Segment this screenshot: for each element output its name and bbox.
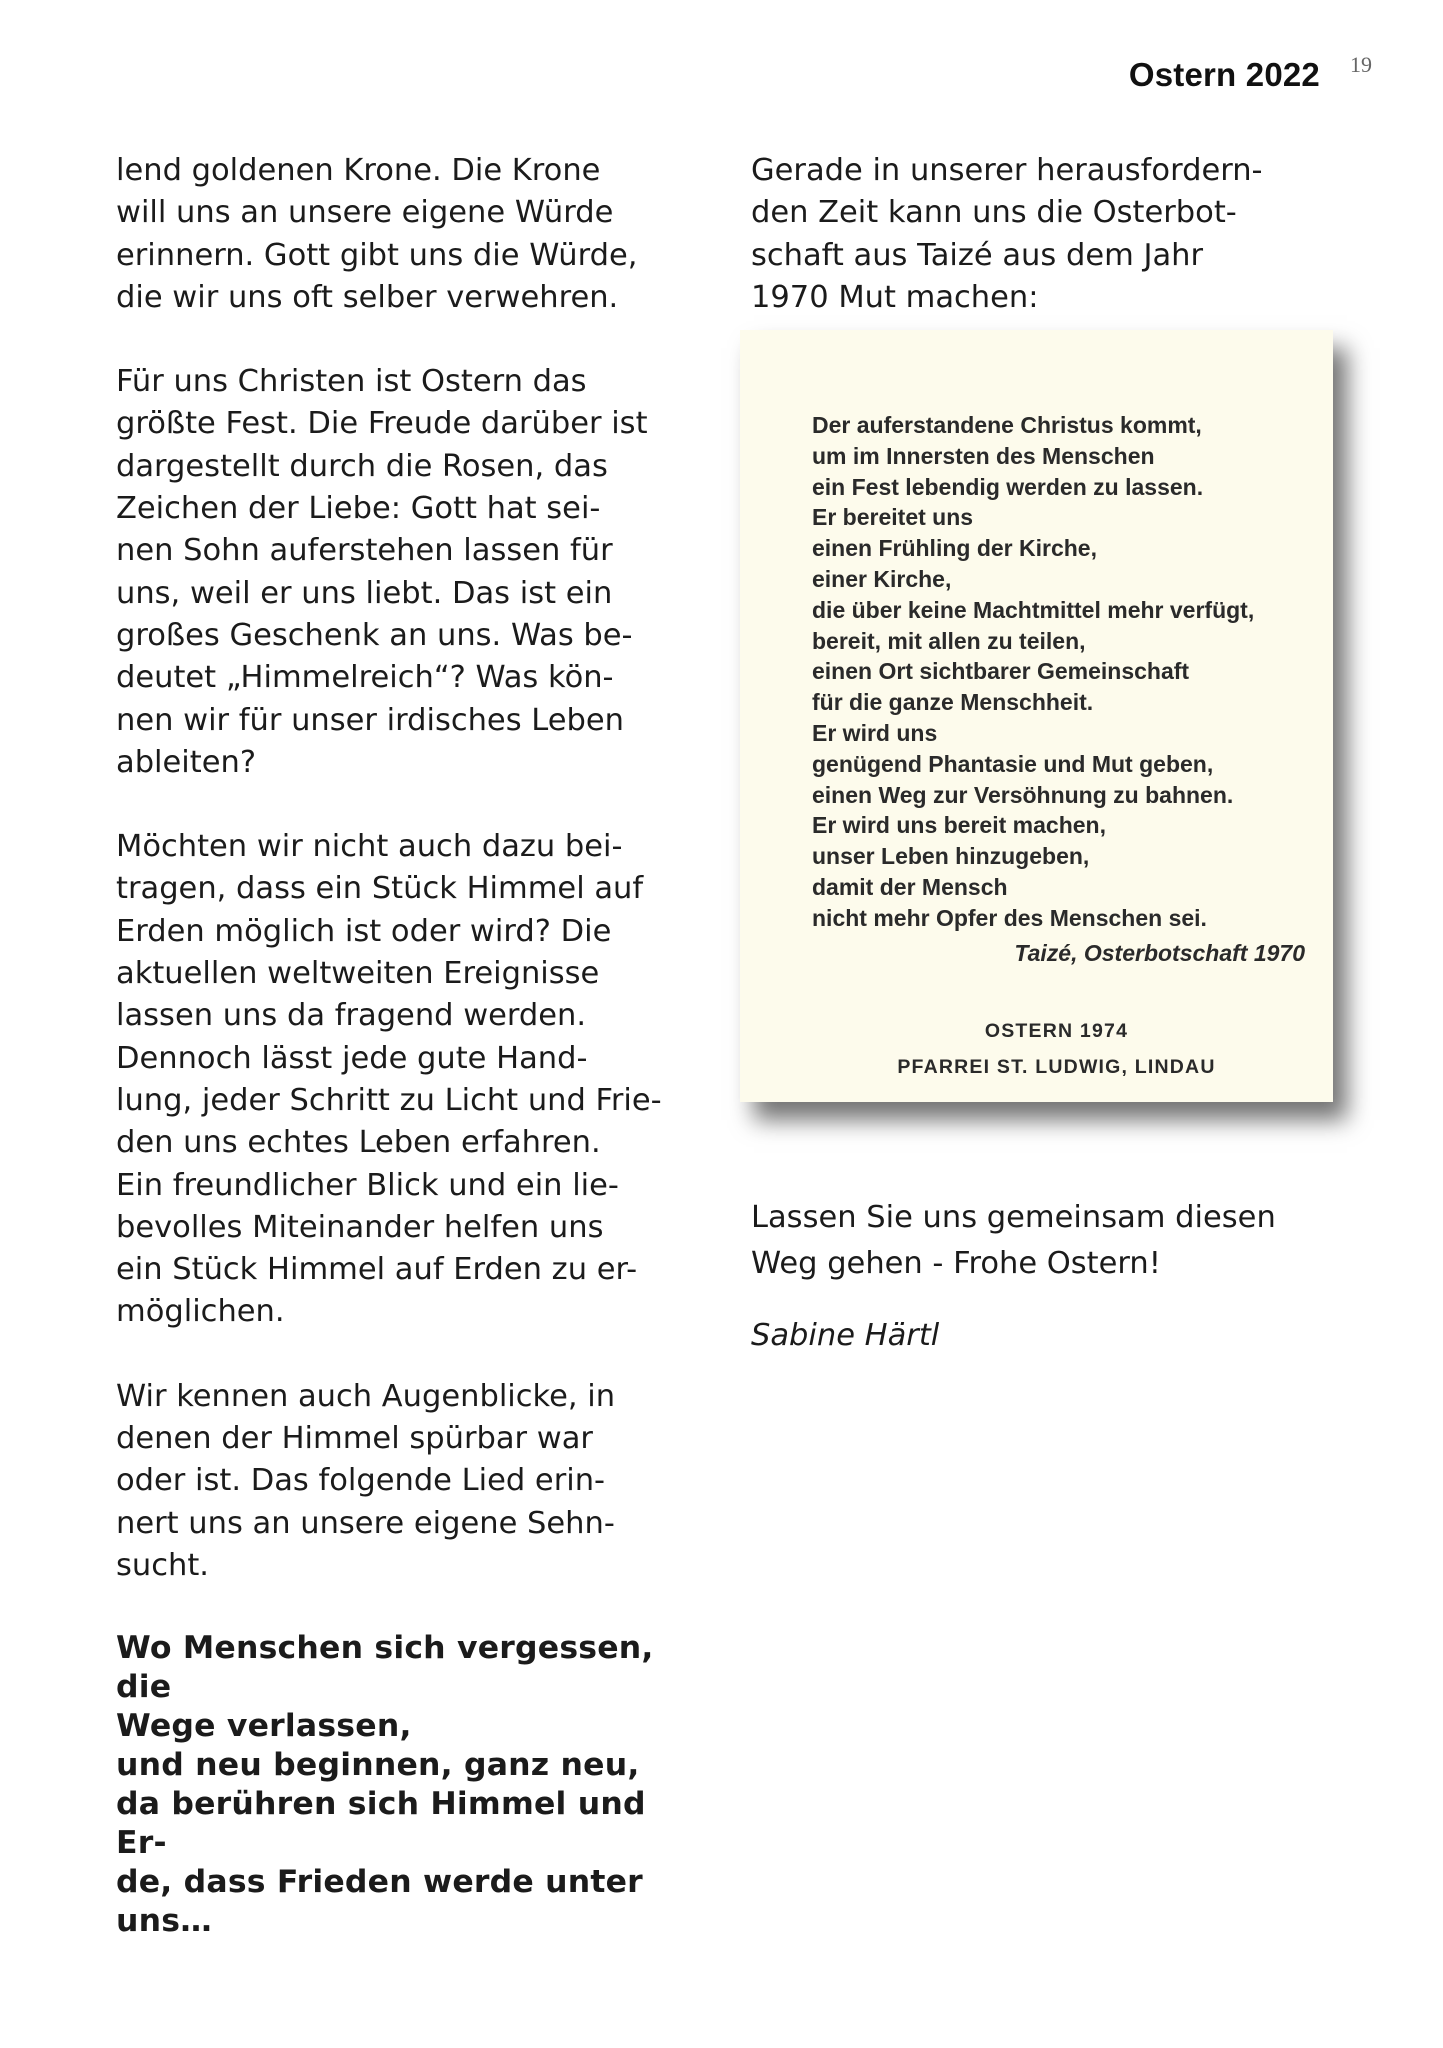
text-line: Für uns Christen ist Ostern das bbox=[116, 364, 587, 400]
quote-line: genügend Phantasie und Mut geben, bbox=[812, 750, 1214, 777]
text-line: will uns an unsere eigene Würde bbox=[116, 195, 614, 231]
quote-line: Er bereitet uns bbox=[812, 504, 974, 531]
text-line: größte Fest. Die Freude darüber ist bbox=[116, 406, 648, 442]
quote-line: bereit, mit allen zu teilen, bbox=[812, 627, 1086, 654]
text-line: erinnern. Gott gibt uns die Würde, bbox=[116, 237, 638, 273]
lyric-line: Wege verlassen, bbox=[116, 1708, 412, 1745]
text-line: die wir uns oft selber verwehren. bbox=[116, 279, 619, 315]
text-line: deutet „Himmelreich“? Was kön- bbox=[116, 660, 614, 696]
quote-line: Er wird uns bbox=[812, 719, 938, 746]
text-line: uns, weil er uns liebt. Das ist ein bbox=[116, 575, 613, 611]
quote-line: einer Kirche, bbox=[812, 565, 952, 592]
lyric-line: und neu beginnen, ganz neu, bbox=[116, 1747, 640, 1784]
quote-line: nicht mehr Opfer des Menschen sei. bbox=[812, 904, 1207, 931]
text-line: Zeichen der Liebe: Gott hat sei- bbox=[116, 491, 601, 527]
text-line: lend goldenen Krone. Die Krone bbox=[116, 153, 601, 188]
text-line: lassen uns da fragend werden. bbox=[116, 998, 587, 1034]
text-line: ableiten? bbox=[116, 744, 257, 780]
text-line: nen wir für unser irdisches Leben bbox=[116, 702, 624, 738]
text-line: Ein freundlicher Blick und ein lie- bbox=[116, 1167, 619, 1203]
song-lyrics bbox=[116, 1629, 706, 1941]
text-line: den Zeit kann uns die Osterbot- bbox=[751, 195, 1237, 231]
lyric-line: uns… bbox=[116, 1903, 212, 1940]
page-title: Ostern 2022 bbox=[1128, 56, 1320, 93]
quote-line: Er wird uns bereit machen, bbox=[812, 812, 1106, 839]
text-line: Wir kennen auch Augenblicke, in bbox=[116, 1378, 616, 1414]
text-line: 1970 Mut machen: bbox=[751, 279, 1039, 315]
text-line: denen der Himmel spürbar war bbox=[116, 1421, 593, 1457]
quote-line: die über keine Machtmittel mehr verfügt, bbox=[812, 596, 1255, 623]
author-signature: Sabine Härtl bbox=[751, 1318, 940, 1353]
left-column bbox=[116, 150, 706, 1941]
quote-line: einen Frühling der Kirche, bbox=[812, 535, 1097, 562]
paragraph-4 bbox=[116, 1376, 706, 1587]
text-line: Dennoch lässt jede gute Hand- bbox=[116, 1040, 588, 1076]
text-line: tragen, dass ein Stück Himmel auf bbox=[116, 871, 644, 907]
lyric-line: de, dass Frieden werde unter bbox=[116, 1864, 643, 1901]
quote-card-image bbox=[740, 330, 1333, 1102]
page-number: 19 bbox=[1350, 52, 1372, 77]
lyric-line: da berühren sich Himmel und Er- bbox=[116, 1786, 646, 1862]
text-line: Weg gehen - Frohe Ostern! bbox=[751, 1246, 1161, 1281]
text-line: bevolles Miteinander helfen uns bbox=[116, 1209, 604, 1245]
lyric-line: Wo Menschen sich vergessen, die bbox=[116, 1630, 654, 1706]
quote-line: damit der Mensch bbox=[812, 873, 1008, 900]
quote-line: Der auferstandene Christus kommt, bbox=[812, 412, 1202, 438]
text-line: den uns echtes Leben erfahren. bbox=[116, 1125, 601, 1161]
text-line: Möchten wir nicht auch dazu bei- bbox=[116, 829, 623, 865]
text-line: oder ist. Das folgende Lied erin- bbox=[116, 1463, 606, 1499]
card-footer-line-2: PFARREI ST. LUDWIG, LINDAU bbox=[897, 1056, 1216, 1078]
text-line: Lassen Sie uns gemeinsam diesen bbox=[751, 1200, 1276, 1235]
text-line: Erden möglich ist oder wird? Die bbox=[116, 913, 612, 949]
quote-line: einen Ort sichtbarer Gemeinschaft bbox=[812, 658, 1190, 685]
text-line: möglichen. bbox=[116, 1294, 285, 1330]
text-line: großes Geschenk an uns. Was be- bbox=[116, 617, 633, 653]
quote-line: einen Weg zur Versöhnung zu bahnen. bbox=[812, 781, 1234, 808]
paragraph-2 bbox=[116, 361, 706, 784]
text-line: Gerade in unserer herausfordern- bbox=[751, 153, 1263, 188]
text-line: sucht. bbox=[116, 1547, 209, 1583]
text-line: ein Stück Himmel auf Erden zu er- bbox=[116, 1252, 638, 1288]
text-line: schaft aus Taizé aus dem Jahr bbox=[751, 237, 1204, 273]
card-footer-line-1: OSTERN 1974 bbox=[984, 1020, 1129, 1042]
right-column-intro bbox=[751, 150, 1341, 319]
text-line: nert uns an unsere eigene Sehn- bbox=[116, 1505, 615, 1541]
intro-paragraph bbox=[751, 150, 1341, 319]
text-line: lung, jeder Schritt zu Licht und Frie- bbox=[116, 1082, 662, 1118]
text-line: aktuellen weltweiten Ereignisse bbox=[116, 956, 600, 992]
closing-paragraph bbox=[751, 1195, 1341, 1287]
paragraph-1 bbox=[116, 150, 706, 319]
text-line: nen Sohn auferstehen lassen für bbox=[116, 533, 613, 569]
quote-line: für die ganze Menschheit. bbox=[812, 689, 1094, 716]
text-line: dargestellt durch die Rosen, das bbox=[116, 448, 608, 484]
paragraph-3 bbox=[116, 826, 706, 1334]
quote-source: Taizé, Osterbotschaft 1970 bbox=[1014, 940, 1305, 966]
quote-line: unser Leben hinzugeben, bbox=[812, 843, 1090, 870]
taize-quote bbox=[812, 410, 1322, 934]
quote-line: um im Innersten des Menschen bbox=[812, 442, 1155, 469]
quote-line: ein Fest lebendig werden zu lassen. bbox=[812, 473, 1204, 500]
